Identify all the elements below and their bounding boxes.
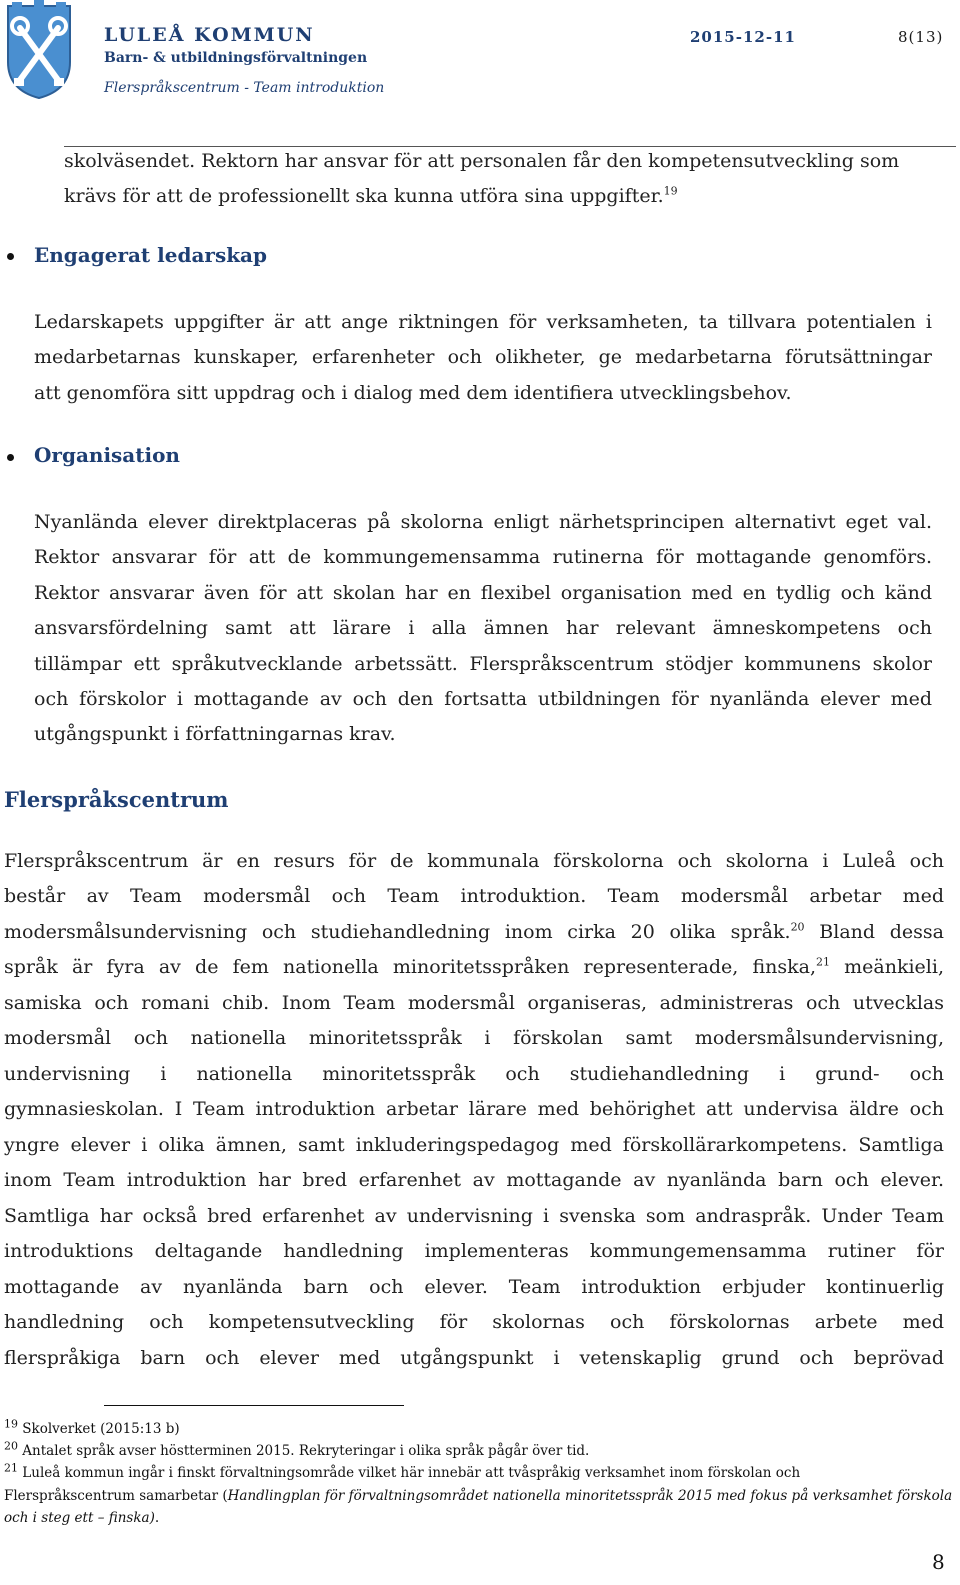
main-line-14: handledning och kompetensutveckling för skolornas och förskolornas arbete med: [4, 1311, 944, 1333]
footnote-21-line-2: [4, 1486, 952, 1507]
main-line-4: [4, 950, 944, 986]
footnote-21-line-3-end: .: [154, 1510, 160, 1526]
footnote-num-19: 19: [4, 1417, 18, 1431]
intro-line-2-text: krävs för att de professionellt ska kunna utföra sina uppgifter.: [64, 185, 664, 207]
footnote-21-line-3: [4, 1508, 159, 1529]
footnote-ref-20: 20: [790, 920, 805, 934]
document-date: 2015-12-11: [690, 28, 796, 46]
section-heading-ledarskap: Engagerat ledarskap: [34, 243, 267, 267]
main-line-15: flerspråkiga barn och elever med utgångspunkt i vetenskaplig grund och beprövad: [4, 1347, 944, 1369]
page-header: [0, 0, 960, 150]
page-number: 8: [932, 1550, 945, 1574]
main-line-8: gymnasieskolan. I Team introduktion arbetar lärare med behörighet att undervisa äldre och: [4, 1098, 944, 1120]
footnote-21: [4, 1463, 800, 1484]
main-line-6: modersmål och nationella minoritetsspråk i förskolan samt modersmålsundervisning,: [4, 1027, 944, 1049]
ledarskap-line-2: medarbetarnas kunskaper, erfarenheter och olikheter, ge medarbetarna förutsättningar: [34, 346, 932, 368]
footnote-21-line-2-italic: Handlingplan för förvaltningsområdet nationella minoritetsspråk 2015 med fokus på verksamhet förskola: [227, 1488, 953, 1504]
main-line-4-text: språk är fyra av de fem nationella minoritetsspråken representerade, finska,: [4, 956, 816, 978]
footnote-19: [4, 1419, 180, 1440]
main-heading: Flerspråkscentrum: [4, 787, 229, 812]
main-line-2: består av Team modersmål och Team introduktion. Team modersmål arbetar med: [4, 885, 944, 907]
department-name: Barn- & utbildningsförvaltningen: [104, 50, 368, 66]
main-line-10: inom Team introduktion har bred erfarenhet av mottagande av nyanlända barn och elever.: [4, 1169, 944, 1191]
footnote-21-line-3-italic: och i steg ett – finska): [4, 1510, 155, 1526]
bullet-point: [7, 454, 14, 461]
subunit-name: Flerspråkscentrum - Team introduktion: [104, 80, 385, 96]
org-name: LULEÅ KOMMUN: [104, 24, 315, 46]
ledarskap-line-1: Ledarskapets uppgifter är att ange riktningen för verksamheten, ta tillvara potentialen i: [34, 311, 932, 333]
footnote-19-text: Skolverket (2015:13 b): [18, 1421, 180, 1437]
footnote-divider: [104, 1405, 404, 1406]
main-line-9: yngre elever i olika ämnen, samt inkluderingspedagog med förskollärarkompetens. Samtliga: [4, 1134, 944, 1156]
footnote-ref-19: 19: [663, 184, 678, 198]
intro-line-2: [64, 179, 678, 215]
footnote-21-text: Luleå kommun ingår i finskt förvaltningsområde vilket här innebär att tvåspråkig verksamhet inom förskolan och: [18, 1465, 801, 1481]
footnote-21-line-2-plain: Flerspråkscentrum samarbetar (: [4, 1488, 228, 1504]
organisation-line-4: ansvarsfördelning samt att lärare i alla ämnen har relevant ämneskompetens och: [34, 617, 932, 639]
main-line-3-tail: Bland dessa: [804, 921, 944, 943]
main-line-11: Samtliga har också bred erfarenhet av undervisning i svenska som andraspråk. Under Team: [4, 1205, 944, 1227]
section-heading-organisation: Organisation: [34, 443, 180, 467]
main-line-3: [4, 915, 944, 951]
main-line-3-text: modersmålsundervisning och studiehandledning inom cirka 20 olika språk.: [4, 921, 791, 943]
intro-line-1: skolväsendet. Rektorn har ansvar för att personalen får den kompetensutveckling som: [64, 150, 900, 172]
footnote-20-text: Antalet språk avser höstterminen 2015. Rekryteringar i olika språk pågår över tid.: [18, 1443, 590, 1459]
footnote-ref-21: 21: [815, 955, 830, 969]
main-line-13: mottagande av nyanlända barn och elever. Team introduktion erbjuder kontinuerlig: [4, 1276, 944, 1298]
lulea-coat-of-arms-logo: [4, 0, 74, 100]
ledarskap-line-3: att genomföra sitt uppdrag och i dialog med dem identifiera utvecklingsbehov.: [34, 382, 792, 404]
organisation-line-5: tillämpar ett språkutvecklande arbetssätt. Flerspråkscentrum stödjer kommunens skolor: [34, 653, 932, 675]
organisation-line-2: Rektor ansvarar för att de kommungemensamma rutinerna för mottagande genomförs.: [34, 546, 932, 568]
footnote-num-20: 20: [4, 1439, 18, 1453]
main-line-7: undervisning i nationella minoritetsspråk och studiehandledning i grund- och: [4, 1063, 944, 1085]
bullet-point: [7, 253, 14, 260]
page-count: 8(13): [898, 28, 944, 46]
organisation-line-1: Nyanlända elever direktplaceras på skolorna enligt närhetsprincipen alternativt eget val.: [34, 511, 932, 533]
footnote-num-21: 21: [4, 1461, 18, 1475]
main-line-5: samiska och romani chib. Inom Team modersmål organiseras, administreras och utvecklas: [4, 992, 944, 1014]
main-line-1: Flerspråkscentrum är en resurs för de kommunala förskolorna och skolorna i Luleå och: [4, 850, 944, 872]
main-line-4-tail: meänkieli,: [829, 956, 944, 978]
main-line-12: introduktions deltagande handledning implementeras kommungemensamma rutiner för: [4, 1240, 944, 1262]
organisation-line-3: Rektor ansvarar även för att skolan har en flexibel organisation med en tydlig och känd: [34, 582, 932, 604]
organisation-line-6: och förskolor i mottagande av och den fortsatta utbildningen för nyanlända elever med: [34, 688, 932, 710]
footnote-20: [4, 1441, 589, 1462]
organisation-line-7: utgångspunkt i författningarnas krav.: [34, 723, 396, 745]
